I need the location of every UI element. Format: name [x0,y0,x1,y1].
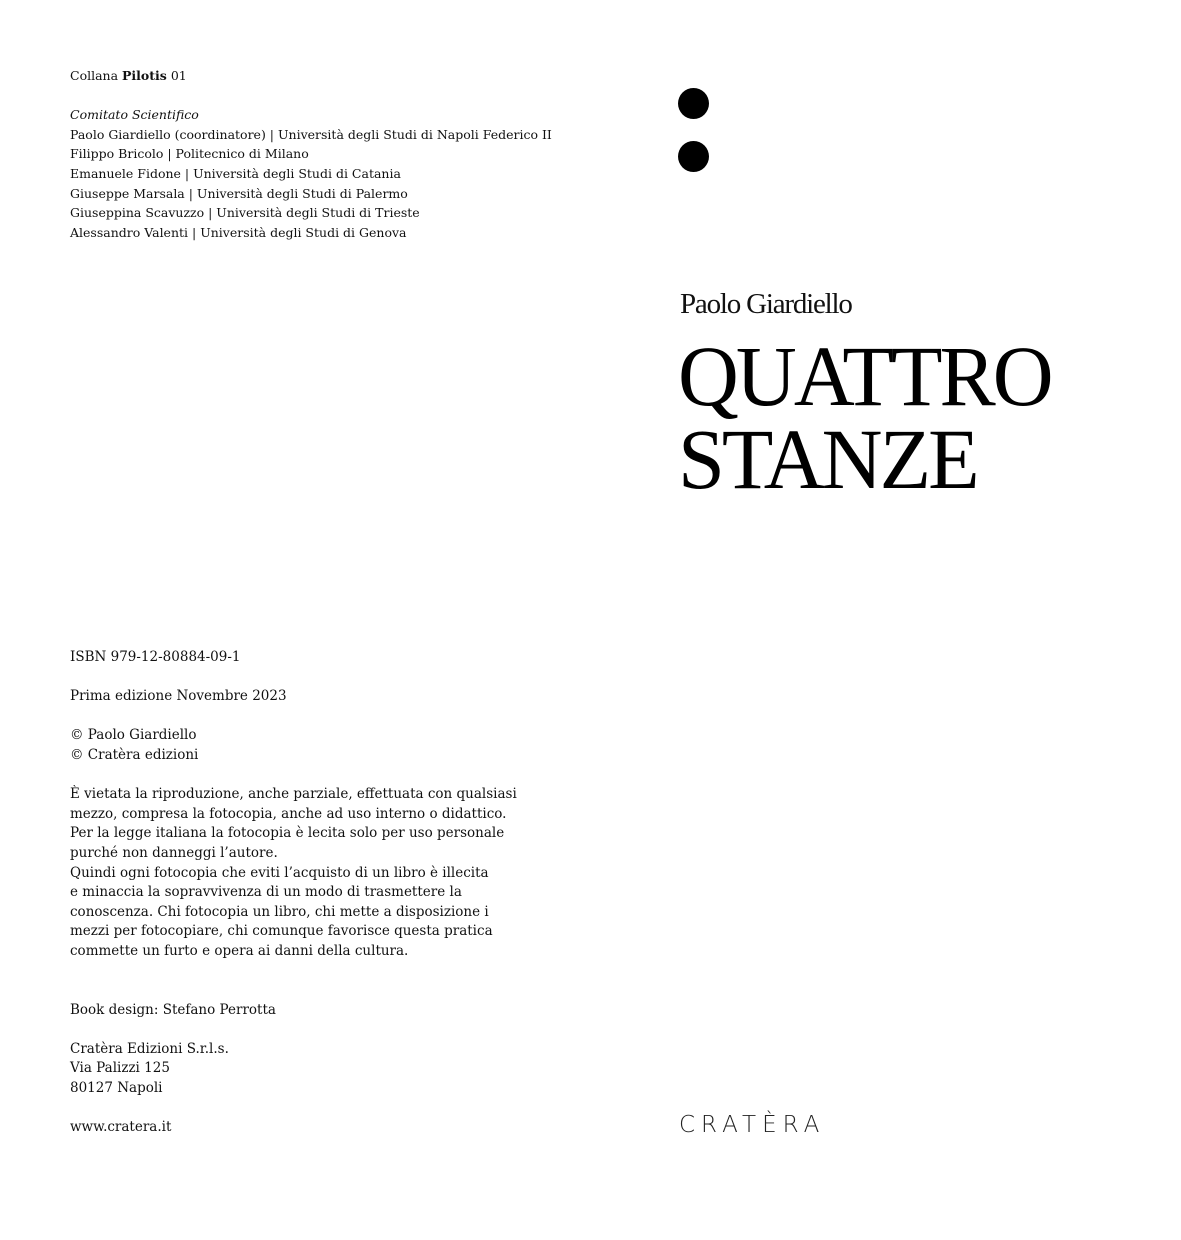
series-number: 01 [170,68,187,83]
series-line [70,66,550,86]
committee-member: Giuseppina Scavuzzo | Università degli Studi di Trieste [70,205,420,221]
committee-member: Filippo Bricolo | Politecnico di Milano [70,146,309,162]
notice-line: mezzi per fotocopiare, chi comunque favorisce questa pratica [70,923,493,940]
publisher-name: Cratèra Edizioni S.r.l.s. [70,1040,229,1057]
title-line: STANZE [678,411,977,507]
book-author: Paolo Giardiello [680,288,852,320]
notice-line: Quindi ogni fotocopia che eviti l’acquisto di un libro è illecita [70,864,489,881]
copy-notice [70,785,550,961]
imprint-block [70,648,550,1138]
series-and-committee [70,66,550,242]
committee-heading: Comitato Scientifico [70,107,199,123]
title-line: QUATTRO [678,328,1051,424]
committee-member: Giuseppe Marsala | Università degli Studi di Palermo [70,185,408,201]
committee-member: Emanuele Fidone | Università degli Studi di Catania [70,165,401,181]
copyright-publisher: © Cratèra edizioni [70,746,199,763]
edition: Prima edizione Novembre 2023 [70,688,287,705]
copyright-author: © Paolo Giardiello [70,727,197,744]
publisher-city: 80127 Napoli [70,1080,163,1097]
committee-member: Paolo Giardiello (coordinatore) | Università degli Studi di Napoli Federico II [70,126,552,142]
colon-dot-top-icon [678,88,709,119]
series-name: Pilotis [122,68,167,83]
committee-member: Alessandro Valenti | Università degli Studi di Genova [70,224,407,240]
design-credit: Book design: Stefano Perrotta [70,1001,276,1018]
publisher-street: Via Palizzi 125 [70,1060,170,1077]
notice-line: e minaccia la sopravvivenza di un modo di trasmettere la [70,884,462,901]
notice-line: commette un furto e opera ai danni della cultura. [70,942,409,959]
website-link[interactable]: www.cratera.it [70,1119,172,1136]
notice-line: Per la legge italiana la fotocopia è lecita solo per uso personale [70,825,505,842]
notice-line: mezzo, compresa la fotocopia, anche ad uso interno o didattico. [70,805,507,822]
notice-line: conoscenza. Chi fotocopia un libro, chi mette a disposizione i [70,903,489,920]
isbn: ISBN 979-12-80884-09-1 [70,649,241,665]
notice-line: È vietata la riproduzione, anche parziale, effettuata con qualsiasi [70,786,517,803]
book-title [678,328,1051,507]
colon-dot-bottom-icon [678,141,709,172]
publisher-logo: CRATÈRA [679,1112,826,1138]
series-prefix: Collana [70,68,119,83]
notice-line: purché non danneggi l’autore. [70,844,278,861]
